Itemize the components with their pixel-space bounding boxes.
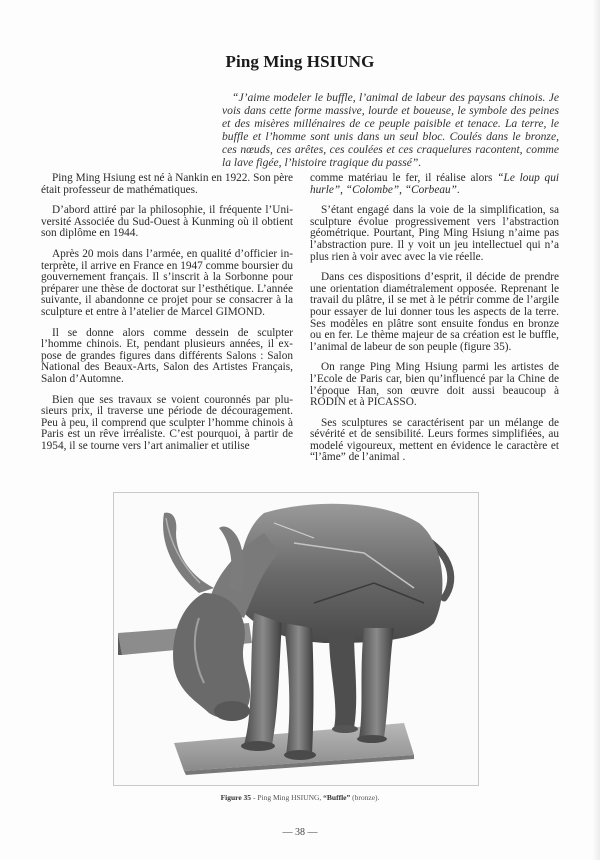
paragraph-ecole-de-paris: On range Ping Ming Hsiung parmi les artistes de l’Ecole de Paris car, bien qu’influencé par la Chine de l’époque Han, son œuvre doit aussi beaucoup à RODIN et à PICASSO. [310, 361, 559, 409]
work-title-colombe: “Colombe” [345, 183, 400, 196]
paragraph-buffalo-theme: Dans ces dispositions d’esprit, il décide de prendre une orientation diamétralement opposée. Reprenant le travail du plâtre, il se met à le pétrir comme de l’argile pour essayer de lui donner tous les aspects de la terre. Ses modèles en plâtre sont ensuite fondus en bronze ou en fer. Le thème majeur de sa création est le buffle, l’animal de labeur de son peuple (figure 35). [310, 271, 559, 353]
scan-edge-shading [592, 0, 600, 860]
figure-artist: Ping Ming HSIUNG, [257, 793, 324, 802]
iron-works-text: comme matériau le fer, il réalise alors [310, 172, 498, 184]
work-separator: , [399, 183, 405, 196]
page-number: — 38 — [282, 827, 318, 838]
right-column [310, 173, 559, 473]
paragraph-salons: Il se donne alors comme dessein de sculpter l’homme chinois. Et, pendant plusieurs années, il expose de grandes figures dans différents Salons : Salon National des Beaux-Arts, Salon des Artistes Français, Salon d’Automne. [41, 326, 293, 385]
artist-quote: “J’aime modeler le buffle, l’animal de labeur des paysans chinois. Je vois dans cette forme massive, lourde et boueuse, le symbole des peines et des misères millénaires de ce peuple paisible et tenace. La terre, le buffle et l’homme sont unis dans un seul bloc. Coulés dans le bronze, ces nœuds, ces arêtes, ces coulées et ces craquelures racontent, comme la lave figée, l’histoire tragique du passé”. [222, 91, 559, 169]
paragraph-style: Ses sculptures se caractérisent par un mélange de sévérité et de sensibilité. Leurs formes simplifiées, au modelé vigoureux, mettent en évidence le caractère et “l’âme” de l’animal . [310, 416, 559, 464]
paragraph-education: D’abord attiré par la philosophie, il fréquente l’Université Associée du Sud-Ouest à Kunming où il obtient son diplôme en 1944. [41, 204, 293, 240]
paragraph-arrival-france: Après 20 mois dans l’armée, en qualité d’officier interprète, il arrive en France en 1947 comme boursier du gouvernement français. Il s’inscrit à la Sorbonne pour préparer une thèse de doctorat sur l’esthétique. L’année suivante, il abandonne ce projet pour se consacrer à la sculpture et entre à l’atelier de Marcel GIMOND. [41, 247, 293, 318]
paragraph-animal-art: Bien que ses travaux se voient couronnés par plusieurs prix, il traverse une période de découragement. Peu à peu, il comprend que sculpter l’homme chinois à Paris est un rêve irréaliste. C’est pourquoi, à partir de 1954, il se tourne vers l’art animalier et utilise [41, 393, 293, 452]
figure-separator: - [251, 793, 258, 802]
sculpture-horn-left [163, 513, 214, 593]
figure-label: Figure 35 [220, 793, 252, 802]
sculpture-head [173, 593, 250, 718]
paragraph-iron-works [310, 173, 559, 196]
buffalo-sculpture-image [114, 493, 478, 785]
work-title-loup: “Le loup qui hurle” [310, 172, 559, 196]
page-title: Ping Ming HSIUNG [225, 52, 375, 71]
figure-photo-buffle [113, 492, 479, 786]
work-separator: , [340, 183, 346, 196]
work-title-corbeau: “Corbeau” [404, 183, 457, 196]
sculpture-hind-leg [359, 628, 394, 738]
figure-work-title: “Buffle” [323, 793, 351, 802]
figure-material: (bronze). [350, 793, 380, 802]
paragraph-birth: Ping Ming Hsiung est né à Nankin en 1922. Son père était professeur de mathématiques. [41, 172, 293, 196]
left-column [41, 173, 293, 461]
figure-caption [0, 793, 600, 802]
paragraph-abstraction: S’étant engagé dans la voie de la simplification, sa sculpture évolue progressivement vers l’abstraction géométrique. Pourtant, Ping Ming Hsiung n’aime pas l’abstraction pure. Il y voit un jeu intellectuel qui n’a plus rien à voir avec avec la vie réelle. [310, 204, 559, 263]
sentence-end: . [456, 183, 460, 196]
